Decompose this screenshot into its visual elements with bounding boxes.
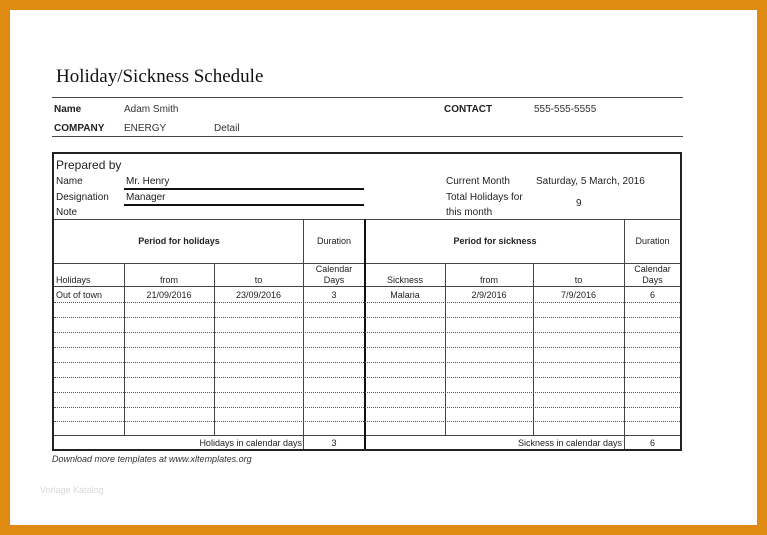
row-dots bbox=[54, 332, 680, 333]
col-line bbox=[364, 219, 366, 449]
col-line bbox=[445, 263, 446, 435]
row-dots bbox=[54, 362, 680, 363]
holiday-days-cell: 3 bbox=[331, 290, 337, 300]
calendar-days-header: Calendar bbox=[634, 264, 671, 274]
holidays-total-value: 3 bbox=[331, 438, 337, 448]
designation-label: Designation bbox=[56, 192, 109, 203]
total-holidays-value: 9 bbox=[576, 198, 582, 209]
document-page bbox=[10, 10, 757, 525]
col-line bbox=[214, 263, 215, 435]
to-col-header: to bbox=[254, 275, 263, 285]
underline bbox=[124, 188, 364, 190]
underline bbox=[124, 204, 364, 206]
holiday-reason-cell: Out of town bbox=[56, 290, 103, 300]
duration-header: Duration bbox=[316, 236, 352, 246]
holidays-col-header: Holidays bbox=[56, 275, 91, 285]
subheader-line bbox=[54, 286, 680, 287]
row-dots bbox=[54, 347, 680, 348]
prepared-name-label: Name bbox=[56, 176, 83, 187]
designation-value: Manager bbox=[126, 192, 166, 203]
company-label: COMPANY bbox=[54, 123, 105, 134]
contact-value: 555-555-5555 bbox=[534, 104, 597, 115]
totals-line bbox=[54, 435, 680, 436]
row-dots bbox=[54, 392, 680, 393]
row-dots bbox=[54, 407, 680, 408]
col-line bbox=[303, 219, 304, 449]
sickness-to-cell: 7/9/2016 bbox=[560, 290, 597, 300]
total-holidays-label: Total Holidays for bbox=[446, 192, 523, 203]
holiday-from-cell: 21/09/2016 bbox=[146, 290, 192, 300]
divider bbox=[52, 97, 683, 98]
period-sickness-header: Period for sickness bbox=[453, 236, 537, 246]
contact-label: CONTACT bbox=[444, 104, 493, 115]
prepared-name-value: Mr. Henry bbox=[126, 176, 170, 187]
row-dots bbox=[54, 421, 680, 422]
from-col-header: from bbox=[160, 275, 178, 285]
row-dots bbox=[54, 302, 680, 303]
schedule-box bbox=[52, 152, 682, 451]
sickness-total-label: Sickness in calendar days bbox=[517, 438, 622, 448]
col-line bbox=[533, 263, 534, 435]
sickness-cell: Malaria bbox=[390, 290, 420, 300]
table-top-line bbox=[54, 219, 680, 220]
sickness-days-cell: 6 bbox=[649, 290, 655, 300]
header-line bbox=[54, 263, 680, 264]
calendar-days-header: Calendar bbox=[315, 264, 353, 274]
to-col-header: to bbox=[574, 275, 583, 285]
total-holidays-label-2: this month bbox=[446, 207, 493, 218]
row-dots bbox=[54, 317, 680, 318]
calendar-days-header-2: Days bbox=[323, 275, 345, 285]
name-label: Name bbox=[54, 104, 82, 115]
current-month-label: Current Month bbox=[446, 176, 510, 187]
page-title: Holiday/Sickness Schedule bbox=[56, 66, 264, 87]
footer-note: Download more templates at www.xltemplates.org bbox=[52, 454, 252, 464]
from-col-header: from bbox=[480, 275, 498, 285]
divider bbox=[52, 136, 683, 137]
holidays-total-label: Holidays in calendar days bbox=[199, 438, 302, 448]
name-value: Adam Smith bbox=[124, 104, 179, 115]
detail-label: Detail bbox=[214, 123, 240, 134]
watermark: Vorlage Katalog bbox=[40, 485, 104, 495]
col-line bbox=[624, 219, 625, 449]
sickness-col-header: Sickness bbox=[386, 275, 423, 285]
duration-header: Duration bbox=[635, 236, 670, 246]
company-value: ENERGY bbox=[124, 123, 167, 134]
row-dots bbox=[54, 377, 680, 378]
sickness-total-value: 6 bbox=[649, 438, 655, 448]
sickness-from-cell: 2/9/2016 bbox=[471, 290, 507, 300]
calendar-days-header-2: Days bbox=[642, 275, 663, 285]
prepared-heading: Prepared by bbox=[56, 158, 122, 172]
current-month-value: Saturday, 5 March, 2016 bbox=[536, 176, 645, 187]
note-label: Note bbox=[56, 207, 78, 218]
holiday-to-cell: 23/09/2016 bbox=[235, 290, 282, 300]
col-line bbox=[124, 263, 125, 435]
period-holidays-header: Period for holidays bbox=[138, 236, 220, 246]
